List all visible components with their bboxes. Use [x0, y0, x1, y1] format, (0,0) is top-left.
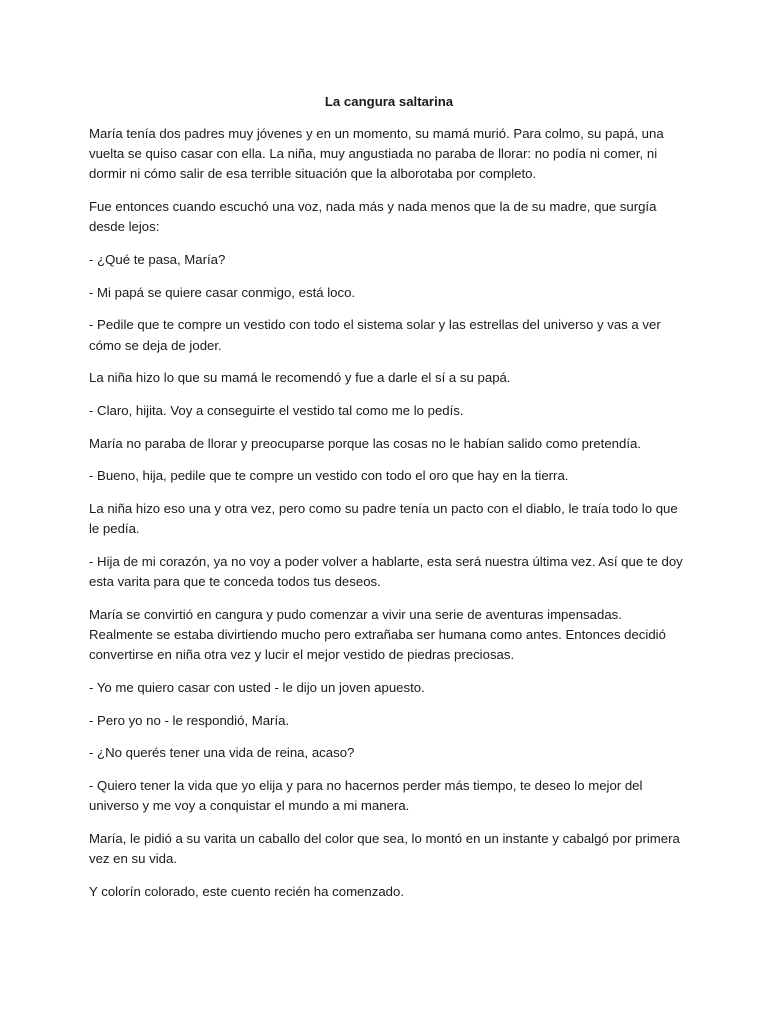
paragraph: La niña hizo lo que su mamá le recomendó y fue a darle el sí a su papá. — [89, 370, 511, 386]
dialogue-line: - Pedile que te compre un vestido con todo el sistema solar y las estrellas del universo y vas a ver cómo se deja de joder. — [89, 317, 661, 353]
paragraph: María no paraba de llorar y preocuparse porque las cosas no le habían salido como pretendía. — [89, 435, 642, 451]
dialogue-line: - Quiero tener la vida que yo elija y para no hacernos perder más tiempo, te deseo lo mejor del universo y me voy a conquistar el mundo a mi manera. — [89, 778, 643, 814]
paragraph: María se convirtió en cangura y pudo comenzar a vivir una serie de aventuras impensadas. Realmente se estaba divirtiendo mucho pero extrañaba ser humana como antes. Entonces decidió convertirse en niña otra vez y lucir el mejor vestido de piedras preciosas. — [89, 606, 666, 663]
document-title: La cangura saltarina — [324, 94, 454, 109]
document-body — [89, 124, 689, 902]
dialogue-line: - Hija de mi corazón, ya no voy a poder volver a hablarte, esta será nuestra última vez. Así que te doy esta varita para que te conceda todos tus deseos. — [89, 554, 683, 590]
document-page — [89, 93, 689, 915]
dialogue-line: - Pero yo no - le respondió, María. — [89, 712, 290, 728]
dialogue-line: - ¿No querés tener una vida de reina, acaso? — [89, 745, 355, 761]
dialogue-line: - Mi papá se quiere casar conmigo, está loco. — [89, 284, 356, 300]
paragraph: María, le pidió a su varita un caballo del color que sea, lo montó en un instante y cabalgó por primera vez en su vida. — [89, 831, 680, 867]
paragraph: La niña hizo eso una y otra vez, pero como su padre tenía un pacto con el diablo, le traía todo lo que le pedía. — [89, 501, 678, 537]
paragraph: Fue entonces cuando escuchó una voz, nada más y nada menos que la de su madre, que surgía desde lejos: — [89, 199, 657, 235]
paragraph: María tenía dos padres muy jóvenes y en un momento, su mamá murió. Para colmo, su papá, una vuelta se quiso casar con ella. La niña, muy angustiada no paraba de llorar: no podía ni comer, ni dormir ni cómo salir de esa terrible situación que la alborotaba por completo. — [89, 126, 664, 182]
closing-line: Y colorín colorado, este cuento recién ha comenzado. — [89, 883, 404, 899]
dialogue-line: - Bueno, hija, pedile que te compre un vestido con todo el oro que hay en la tierra. — [89, 468, 569, 484]
dialogue-line: - Yo me quiero casar con usted - le dijo un joven apuesto. — [89, 680, 425, 696]
dialogue-line: - Claro, hijita. Voy a conseguirte el vestido tal como me lo pedís. — [89, 403, 464, 419]
dialogue-line: - ¿Qué te pasa, María? — [89, 252, 226, 268]
